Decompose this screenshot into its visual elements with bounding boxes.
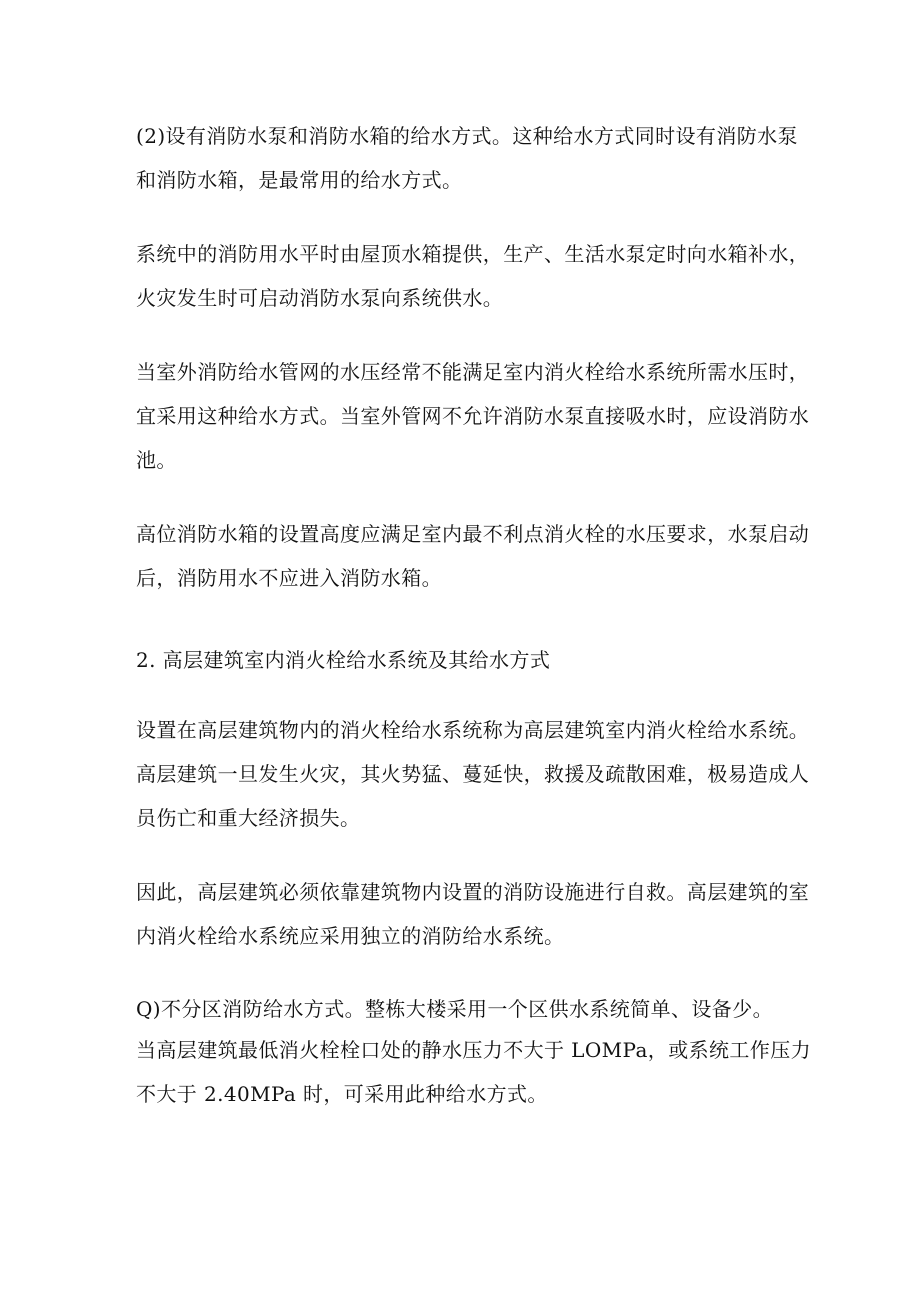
- text-line: 池。: [136, 448, 177, 472]
- paragraph-outdoor-network-pressure: [136, 350, 816, 482]
- text-line: 当高层建筑最低消火栓栓口处的静水压力不大于 LOMPa，或系统工作压力: [136, 1038, 811, 1062]
- paragraph-fire-pump-and-tank: [136, 114, 816, 202]
- text-line: (2)设有消防水泵和消防水箱的给水方式。这种给水方式同时设有消防水泵: [136, 124, 798, 148]
- text-line: Q)不分区消防给水方式。整栋大楼采用一个区供水系统简单、设备少。: [136, 997, 773, 1021]
- paragraph-non-zoned-supply: [136, 990, 816, 1116]
- text-line: 系统中的消防用水平时由屋顶水箱提供，生产、生活水泵定时向水箱补水，: [136, 242, 810, 266]
- text-line: 不大于 2.40MPa 时，可采用此种给水方式。: [136, 1082, 548, 1106]
- text-line: 和消防水箱，是最常用的给水方式。: [136, 168, 463, 192]
- text-line: 火灾发生时可启动消防水泵向系统供水。: [136, 286, 504, 310]
- paragraph-high-rise-definition: [136, 708, 816, 840]
- text-line: 当室外消防给水管网的水压经常不能满足室内消火栓给水系统所需水压时，: [136, 360, 810, 384]
- text-line: 后，消防用水不应进入消防水箱。: [136, 566, 442, 590]
- paragraph-high-tank-height: [136, 512, 816, 600]
- text-line: 高位消防水箱的设置高度应满足室内最不利点消火栓的水压要求，水泵启动: [136, 522, 810, 546]
- paragraph-self-rescue: [136, 870, 816, 958]
- paragraph-system-water-supply: [136, 232, 816, 320]
- text-line: 设置在高层建筑物内的消火栓给水系统称为高层建筑室内消火栓给水系统。: [136, 718, 810, 742]
- section-heading-high-rise: [136, 638, 816, 682]
- text-line: 员伤亡和重大经济损失。: [136, 806, 361, 830]
- text-line: 2. 高层建筑室内消火栓给水系统及其给水方式: [136, 648, 551, 672]
- text-line: 宜采用这种给水方式。当室外管网不允许消防水泵直接吸水时，应设消防水: [136, 404, 810, 428]
- text-line: 因此，高层建筑必须依靠建筑物内设置的消防设施进行自救。高层建筑的室: [136, 880, 810, 904]
- text-line: 内消火栓给水系统应采用独立的消防给水系统。: [136, 924, 565, 948]
- text-line: 高层建筑一旦发生火灾，其火势猛、蔓延快，救援及疏散困难，极易造成人: [136, 762, 810, 786]
